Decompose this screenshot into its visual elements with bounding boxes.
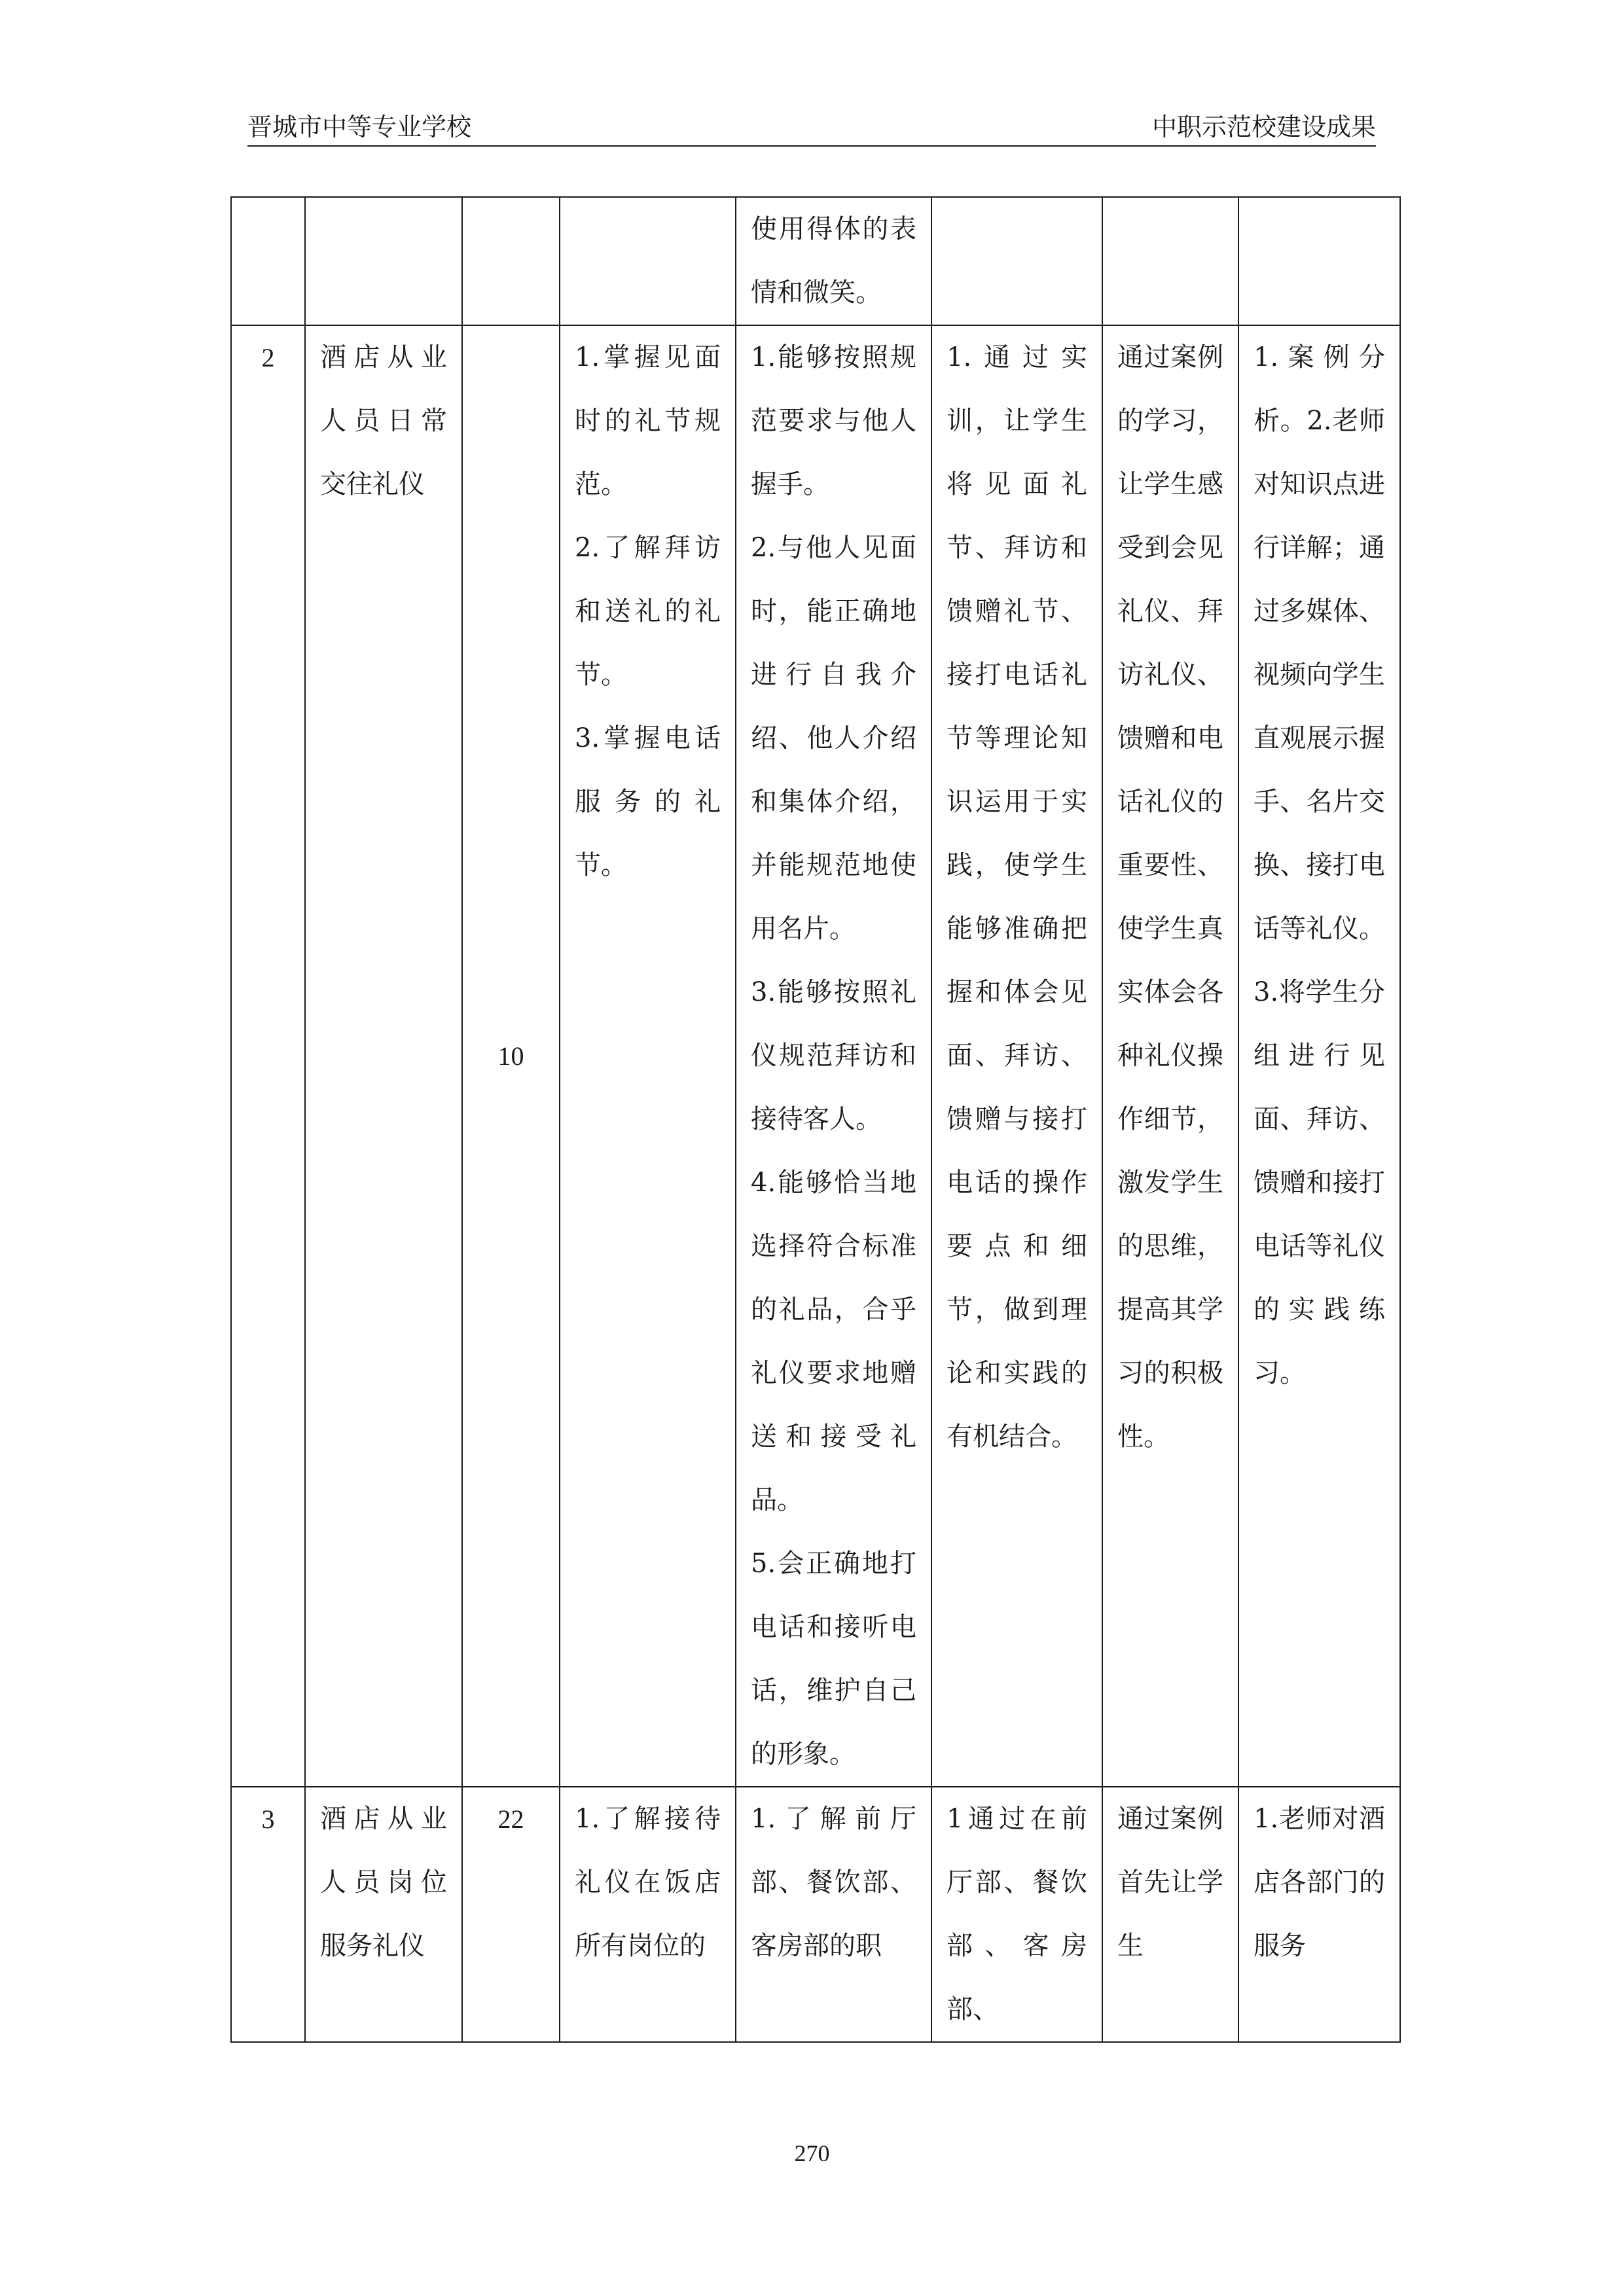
cell-paragraph: 5.会正确地打电话和接听电话，维护自己的形象。 <box>751 1549 916 1769</box>
cell-paragraph: 2.与他人见面时，能正确地进行自我介绍、他人介绍和集体介绍，并能规范地使用名片。 <box>751 533 916 944</box>
cell-paragraph: 1.通过实训，让学生将见面礼节、拜访和馈赠礼节、接打电话礼节等理论知识运用于实践，使学生能够准确把握和体会见面、拜访、馈赠与接打电话的操作要点和细节，做到理论和实践的有机结合。 <box>947 342 1087 1452</box>
cell-paragraph: 1.了解前厅部、餐饮部、客房部的职 <box>751 1804 916 1961</box>
table-row <box>231 197 1400 325</box>
cell-number: 2 <box>231 325 305 1787</box>
cell-number <box>231 197 305 325</box>
cell-paragraph: 1通过在前厅部、餐饮部、客房部、 <box>947 1804 1087 2024</box>
cell-affective-goals <box>1102 325 1238 1787</box>
cell-skill-goals <box>736 1787 931 2042</box>
cell-knowledge-goals <box>560 197 736 325</box>
cell-paragraph: 使用得体的表情和微笑。 <box>751 214 916 308</box>
header-school-name: 晋城市中等专业学校 <box>247 113 472 141</box>
page-number: 270 <box>794 2140 830 2166</box>
cell-teaching-methods <box>1238 325 1400 1787</box>
cell-skill-goals <box>736 325 931 1787</box>
header-section-title: 中职示范校建设成果 <box>1151 113 1376 141</box>
cell-paragraph: 通过案例的学习，让学生感受到会见礼仪、拜访礼仪、馈赠和电话礼仪的重要性、使学生真实体会各种礼仪操作细节，激发学生的思维，提高其学习的积极性。 <box>1117 342 1223 1452</box>
cell-paragraph: 1.案例分析。2.老师对知识点进行详解；通过多媒体、视频向学生直观展示握手、名片交换、接打电话等礼仪。3.将学生分组进行见面、拜访、馈赠和接打电话等礼仪的实践练习。 <box>1254 342 1385 1388</box>
cell-paragraph: 2.了解拜访和送礼的礼节。 <box>575 533 721 690</box>
cell-paragraph: 1.掌握见面时的礼节规范。 <box>575 342 721 499</box>
header-divider <box>247 145 1376 147</box>
cell-knowledge-goals <box>560 1787 736 2042</box>
cell-affective-goals <box>1102 197 1238 325</box>
cell-topic: 酒店从业人员岗位服务礼仪 <box>305 1787 462 2042</box>
cell-paragraph: 1.了解接待礼仪在饭店所有岗位的 <box>575 1804 721 1961</box>
cell-paragraph: 3.能够按照礼仪规范拜访和接待客人。 <box>751 977 916 1134</box>
table-row <box>231 325 1400 1787</box>
cell-topic <box>305 197 462 325</box>
cell-hours: 10 <box>462 325 560 1787</box>
cell-number: 3 <box>231 1787 305 2042</box>
cell-skill-goals <box>736 197 931 325</box>
cell-teaching-methods <box>1238 197 1400 325</box>
cell-paragraph: 1.老师对酒店各部门的服务 <box>1254 1804 1385 1961</box>
cell-hours <box>462 197 560 325</box>
cell-paragraph: 3.掌握电话服务的礼节。 <box>575 723 721 880</box>
cell-practice <box>931 325 1102 1787</box>
cell-teaching-methods <box>1238 1787 1400 2042</box>
cell-paragraph: 4.能够恰当地选择符合标准的礼品，合乎礼仪要求地赠送和接受礼品。 <box>751 1168 916 1515</box>
cell-hours: 22 <box>462 1787 560 2042</box>
cell-paragraph: 1.能够按照规范要求与他人握手。 <box>751 342 916 499</box>
cell-topic: 酒店从业人员日常交往礼仪 <box>305 325 462 1787</box>
cell-practice <box>931 197 1102 325</box>
table-row <box>231 1787 1400 2042</box>
cell-practice <box>931 1787 1102 2042</box>
cell-affective-goals <box>1102 1787 1238 2042</box>
cell-paragraph: 通过案例首先让学生 <box>1117 1804 1223 1961</box>
cell-knowledge-goals <box>560 325 736 1787</box>
course-plan-table <box>230 196 1401 2043</box>
